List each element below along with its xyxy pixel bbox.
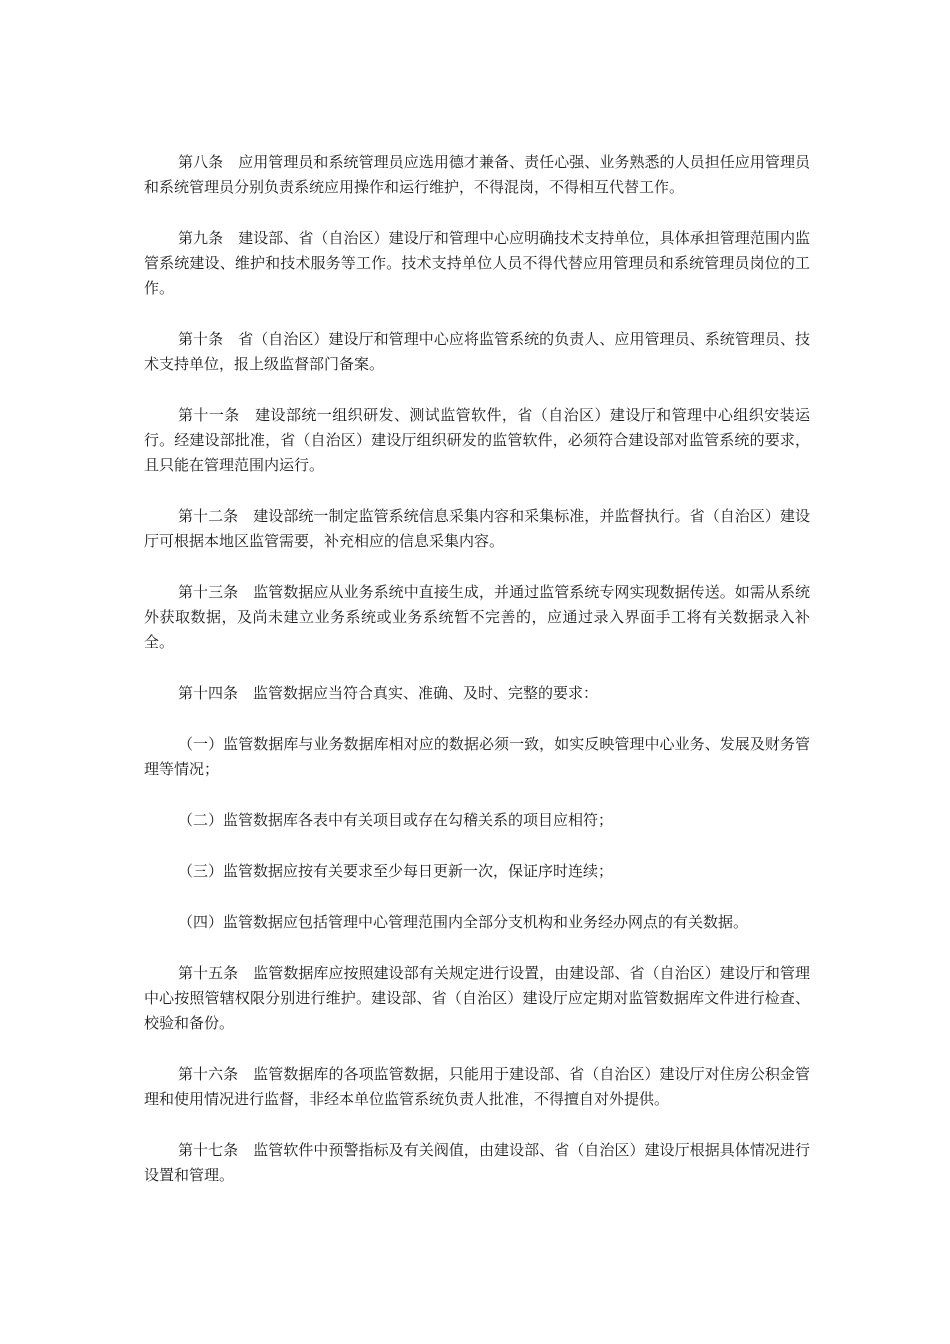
article-17: 第十七条 监管软件中预警指标及有关阀值，由建设部、省（自治区）建设厅根据具体情况进行设置和管理。 [144, 1141, 810, 1184]
article-13: 第十三条 监管数据应从业务系统中直接生成，并通过监管系统专网实现数据传送。如需从系统外获取数据，及尚未建立业务系统或业务系统暂不完善的，应通过录入界面手工将有关数据录入补全。 [144, 583, 810, 651]
article-10: 第十条 省（自治区）建设厅和管理中心应将监管系统的负责人、应用管理员、系统管理员、技术支持单位，报上级监督部门备案。 [144, 330, 810, 373]
article-9: 第九条 建设部、省（自治区）建设厅和管理中心应明确技术支持单位，具体承担管理范围内监管系统建设、维护和技术服务等工作。技术支持单位人员不得代替应用管理员和系统管理员岗位的工作。 [144, 229, 810, 297]
document-body [144, 150, 810, 1214]
article-14: 第十四条 监管数据应当符合真实、准确、及时、完整的要求： [178, 684, 599, 702]
article-15: 第十五条 监管数据库应按照建设部有关规定进行设置，由建设部、省（自治区）建设厅和管理中心按照管辖权限分别进行维护。建设部、省（自治区）建设厅应定期对监管数据库文件进行检查、校验和备份。 [144, 964, 810, 1032]
article-14-item-4: （四）监管数据应包括管理中心管理范围内全部分支机构和业务经办网点的有关数据。 [178, 913, 749, 931]
article-14-item-1: （一）监管数据库与业务数据库相对应的数据必须一致，如实反映管理中心业务、发展及财务管理等情况； [144, 735, 810, 778]
article-8: 第八条 应用管理员和系统管理员应选用德才兼备、责任心强、业务熟悉的人员担任应用管理员和系统管理员分别负责系统应用操作和运行维护，不得混岗，不得相互代替工作。 [144, 153, 810, 196]
article-14-item-3: （三）监管数据应按有关要求至少每日更新一次，保证序时连续； [178, 862, 614, 880]
article-14-item-2: （二）监管数据库各表中有关项目或存在勾稽关系的项目应相符； [178, 811, 614, 829]
article-16: 第十六条 监管数据库的各项监管数据，只能用于建设部、省（自治区）建设厅对住房公积金管理和使用情况进行监督，非经本单位监管系统负责人批准，不得擅自对外提供。 [144, 1065, 810, 1108]
article-11: 第十一条 建设部统一组织研发、测试监管软件，省（自治区）建设厅和管理中心组织安装运行。经建设部批准，省（自治区）建设厅组织研发的监管软件，必须符合建设部对监管系统的要求，且只能在管理范围内运行。 [144, 406, 810, 474]
article-12: 第十二条 建设部统一制定监管系统信息采集内容和采集标准，并监督执行。省（自治区）建设厅可根据本地区监管需要，补充相应的信息采集内容。 [144, 507, 810, 550]
